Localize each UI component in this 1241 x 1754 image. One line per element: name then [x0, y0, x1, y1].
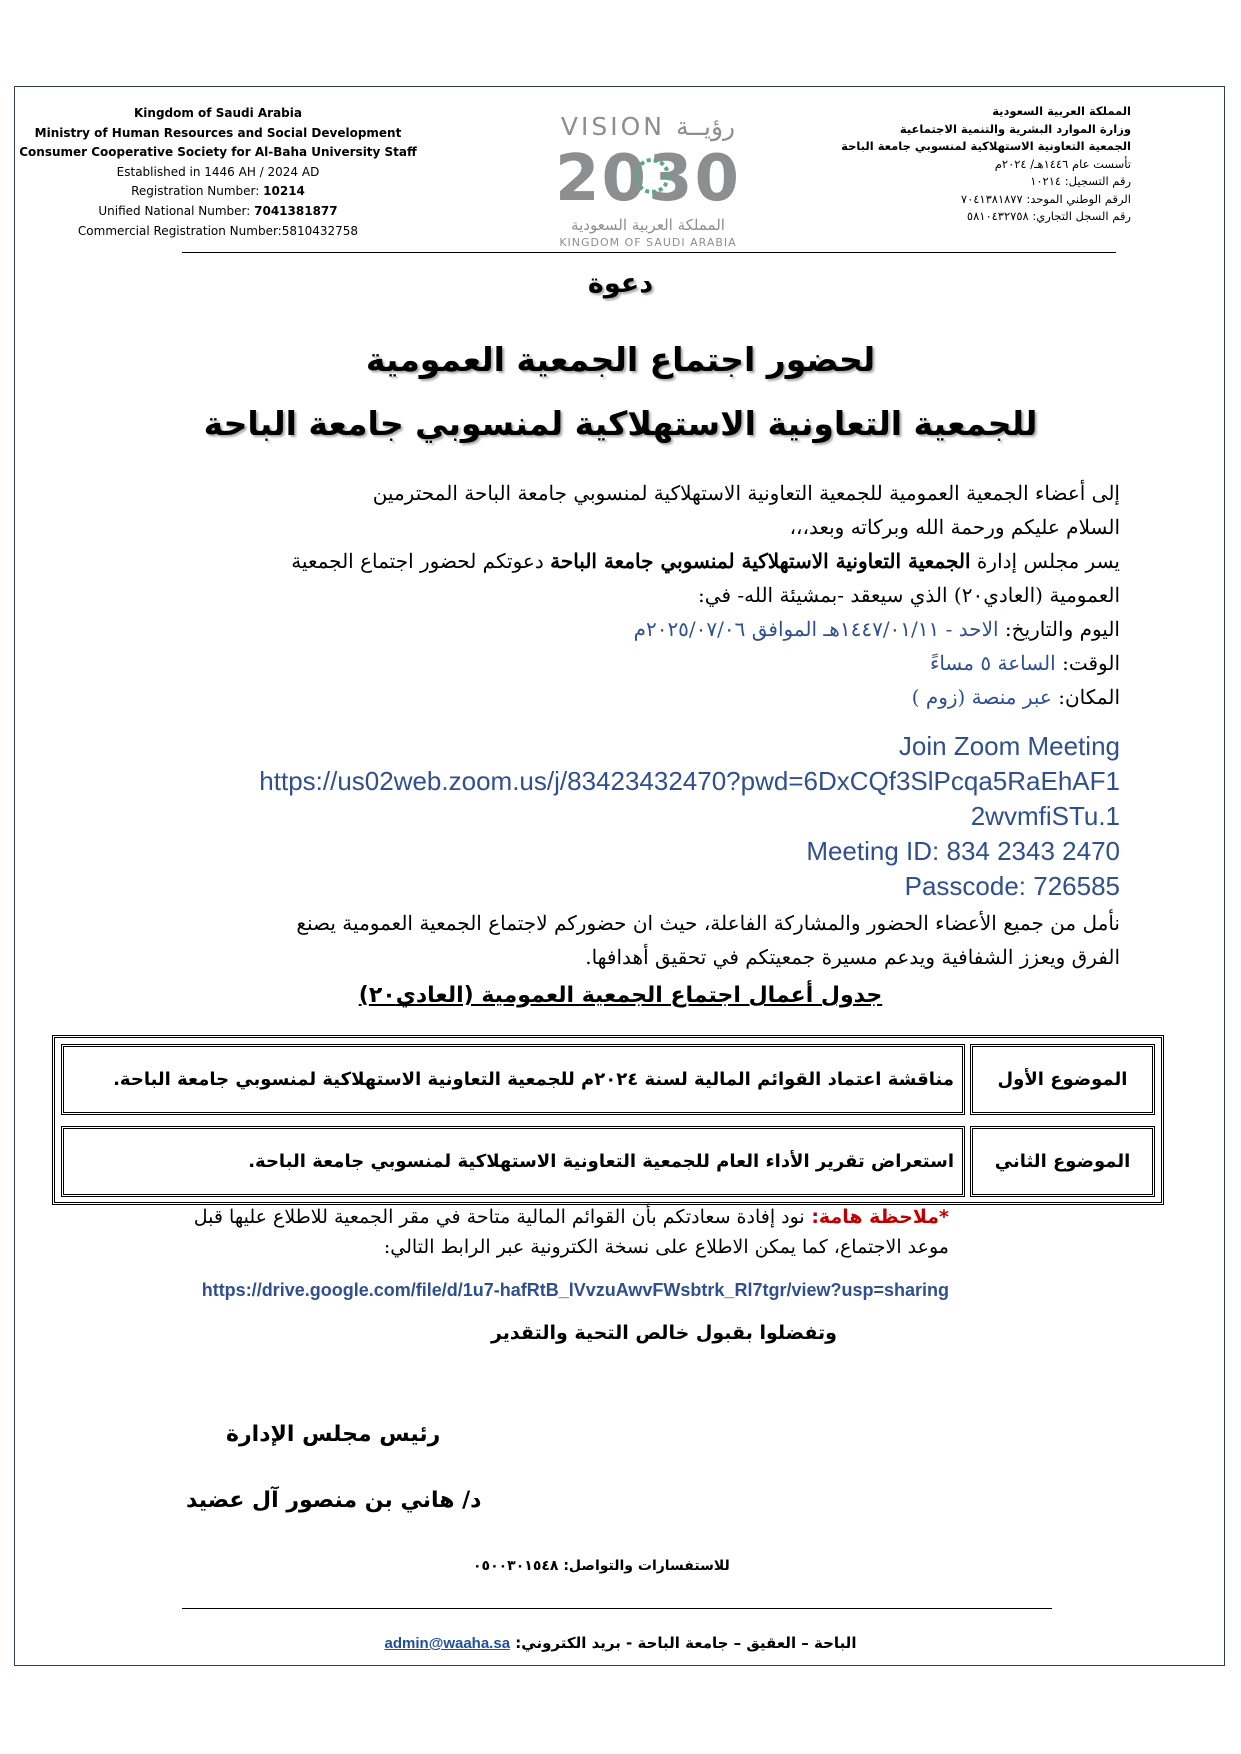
invitation-society-name: للجمعية التعاونية الاستهلاكية لمنسوبي جامعة الباحة	[203, 404, 1038, 443]
footer-divider	[182, 1608, 1052, 1609]
agenda-table	[52, 1035, 1164, 1205]
header-en-line3: Consumer Cooperative Society for Al-Baha University Staff	[19, 145, 417, 160]
vision-2030-logo	[548, 112, 748, 247]
header-divider	[182, 252, 1116, 253]
palm-emblem-icon	[634, 156, 670, 196]
note-label: *ملاحظة هامة:	[804, 1206, 949, 1228]
header-ar-commercial-registration: رقم السجل التجاري: ٥٨١٠٤٣٢٧٥٨	[966, 209, 1131, 223]
header-english	[18, 104, 418, 241]
agenda-row	[61, 1044, 1155, 1115]
header-ar-line1: المملكة العربية السعودية	[992, 104, 1131, 118]
zoom-join-text: Join Zoom Meeting	[898, 731, 1120, 761]
header-ar-unified-number: الرقم الوطني الموحد: ٧٠٤١٣٨١٨٧٧	[960, 191, 1131, 206]
footer-email-link[interactable]: admin@waaha.sa	[384, 1635, 511, 1652]
logo-arabic-text: المملكة العربية السعودية	[571, 216, 725, 234]
agenda-title: جدول أعمال اجتماع الجمعية العمومية (العادي٢٠)	[358, 983, 883, 1008]
meeting-date: اليوم والتاريخ: الاحد - ١٤٤٧/٠١/١١هـ الموافق ٢٠٢٥/٠٧/٠٦م	[633, 617, 1120, 641]
zoom-meeting-link[interactable]: https://us02web.zoom.us/j/83423432470?pwd=6DxCQf3SlPcqa5RaEhAF1	[259, 766, 1120, 796]
note-line2: موعد الاجتماع، كما يمكن الاطلاع على نسخة الكترونية عبر الرابط التالي:	[383, 1236, 949, 1258]
header-ar-registration: رقم التسجيل: ١٠٢١٤	[1030, 174, 1131, 188]
attendance-appeal	[160, 906, 1120, 974]
invitation-body	[160, 476, 1120, 714]
header-ar-line2: وزارة الموارد البشرية والتنمية الاجتماعية	[899, 121, 1131, 136]
meeting-place: المكان: عبر منصة (زوم )	[911, 685, 1120, 709]
agenda-row-label: الموضوع الأول	[970, 1044, 1155, 1115]
closing-greeting: وتفضلوا بقبول خالص التحية والتقدير	[490, 1322, 837, 1344]
header-en-commercial-registration: Commercial Registration Number:5810432758	[77, 223, 359, 238]
contact-info: للاستفسارات والتواصل: ٠٥٠٠٣٠١٥٤٨	[473, 1558, 730, 1574]
header-en-registration: Registration Number: 10214	[131, 184, 305, 199]
zoom-meeting-id: Meeting ID: 834 2343 2470	[806, 836, 1120, 866]
body-invitation-line: يسر مجلس إدارة الجمعية التعاونية الاستهلاكية لمنسوبي جامعة الباحة دعوتكم لحضور اجتماع الجمعية	[291, 549, 1120, 573]
appeal-line1: نأمل من جميع الأعضاء الحضور والمشاركة الفاعلة، حيث ان حضوركم لاجتماع الجمعية العمومية يصنع	[296, 911, 1120, 935]
agenda-row-text: مناقشة اعتماد القوائم المالية لسنة ٢٠٢٤م للجمعية التعاونية الاستهلاكية لمنسوبي جامعة الباحة.	[61, 1044, 965, 1115]
invitation-subtitle: لحضور اجتماع الجمعية العمومية	[365, 340, 876, 379]
body-addressee: إلى أعضاء الجمعية العمومية للجمعية التعاونية الاستهلاكية لمنسوبي جامعة الباحة المحترمين	[372, 481, 1120, 505]
signature-title: رئيس مجلس الإدارة	[226, 1422, 441, 1447]
agenda-row	[61, 1126, 1155, 1197]
logo-year-text: 2030	[554, 142, 742, 216]
appeal-line2: الفرق ويعزز الشفافية ويدعم مسيرة جمعيتكم في تحقيق أهدافها.	[585, 945, 1120, 969]
header-en-line1: Kingdom of Saudi Arabia	[134, 106, 302, 120]
logo-english-text: KINGDOM OF SAUDI ARABIA	[559, 236, 737, 249]
header-ar-established: تأسست عام ١٤٤٦هـ/ ٢٠٢٤م	[994, 156, 1131, 171]
zoom-meeting-link-cont[interactable]: 2wvmfiSTu.1	[970, 801, 1120, 831]
body-invitation-line2: العمومية (العادي٢٠) الذي سيعقد -بمشيئة الله- في:	[698, 583, 1120, 607]
signature-name: د/ هاني بن منصور آل عضيد	[186, 1488, 482, 1513]
agenda-row-text: استعراض تقرير الأداء العام للجمعية التعاونية الاستهلاكية لمنسوبي جامعة الباحة.	[61, 1126, 965, 1197]
footer	[0, 1634, 1241, 1652]
important-note	[149, 1202, 949, 1262]
body-greeting: السلام عليكم ورحمة الله وبركاته وبعد،،،	[789, 515, 1120, 539]
header-en-line2: Ministry of Human Resources and Social Development	[34, 125, 402, 140]
meeting-time: الوقت: الساعة ٥ مساءً	[929, 651, 1120, 675]
logo-vision-text: VISION رؤيــة	[560, 112, 736, 141]
header-en-established: Established in 1446 AH / 2024 AD	[116, 164, 320, 179]
agenda-row-label: الموضوع الثاني	[970, 1126, 1155, 1197]
zoom-passcode: Passcode: 726585	[904, 871, 1120, 901]
header-arabic	[831, 103, 1131, 226]
financial-statements-link[interactable]: https://drive.google.com/file/d/1u7-hafRtB_lVvzuAwvFWsbtrk_Rl7tgr/view?usp=sharing	[201, 1280, 949, 1300]
header-ar-line3: الجمعية التعاونية الاستهلاكية لمنسوبي جامعة الباحة	[841, 139, 1131, 153]
header-en-unified-number: Unified National Number: 7041381877	[98, 203, 338, 218]
invitation-title: دعوة	[587, 268, 654, 299]
footer-address: الباحة – العقيق – جامعة الباحة - بريد الكتروني:	[510, 1634, 857, 1652]
note-line1: *ملاحظة هامة: نود إفادة سعادتكم بأن القوائم المالية متاحة في مقر الجمعية للاطلاع عليها قبل	[193, 1206, 949, 1228]
